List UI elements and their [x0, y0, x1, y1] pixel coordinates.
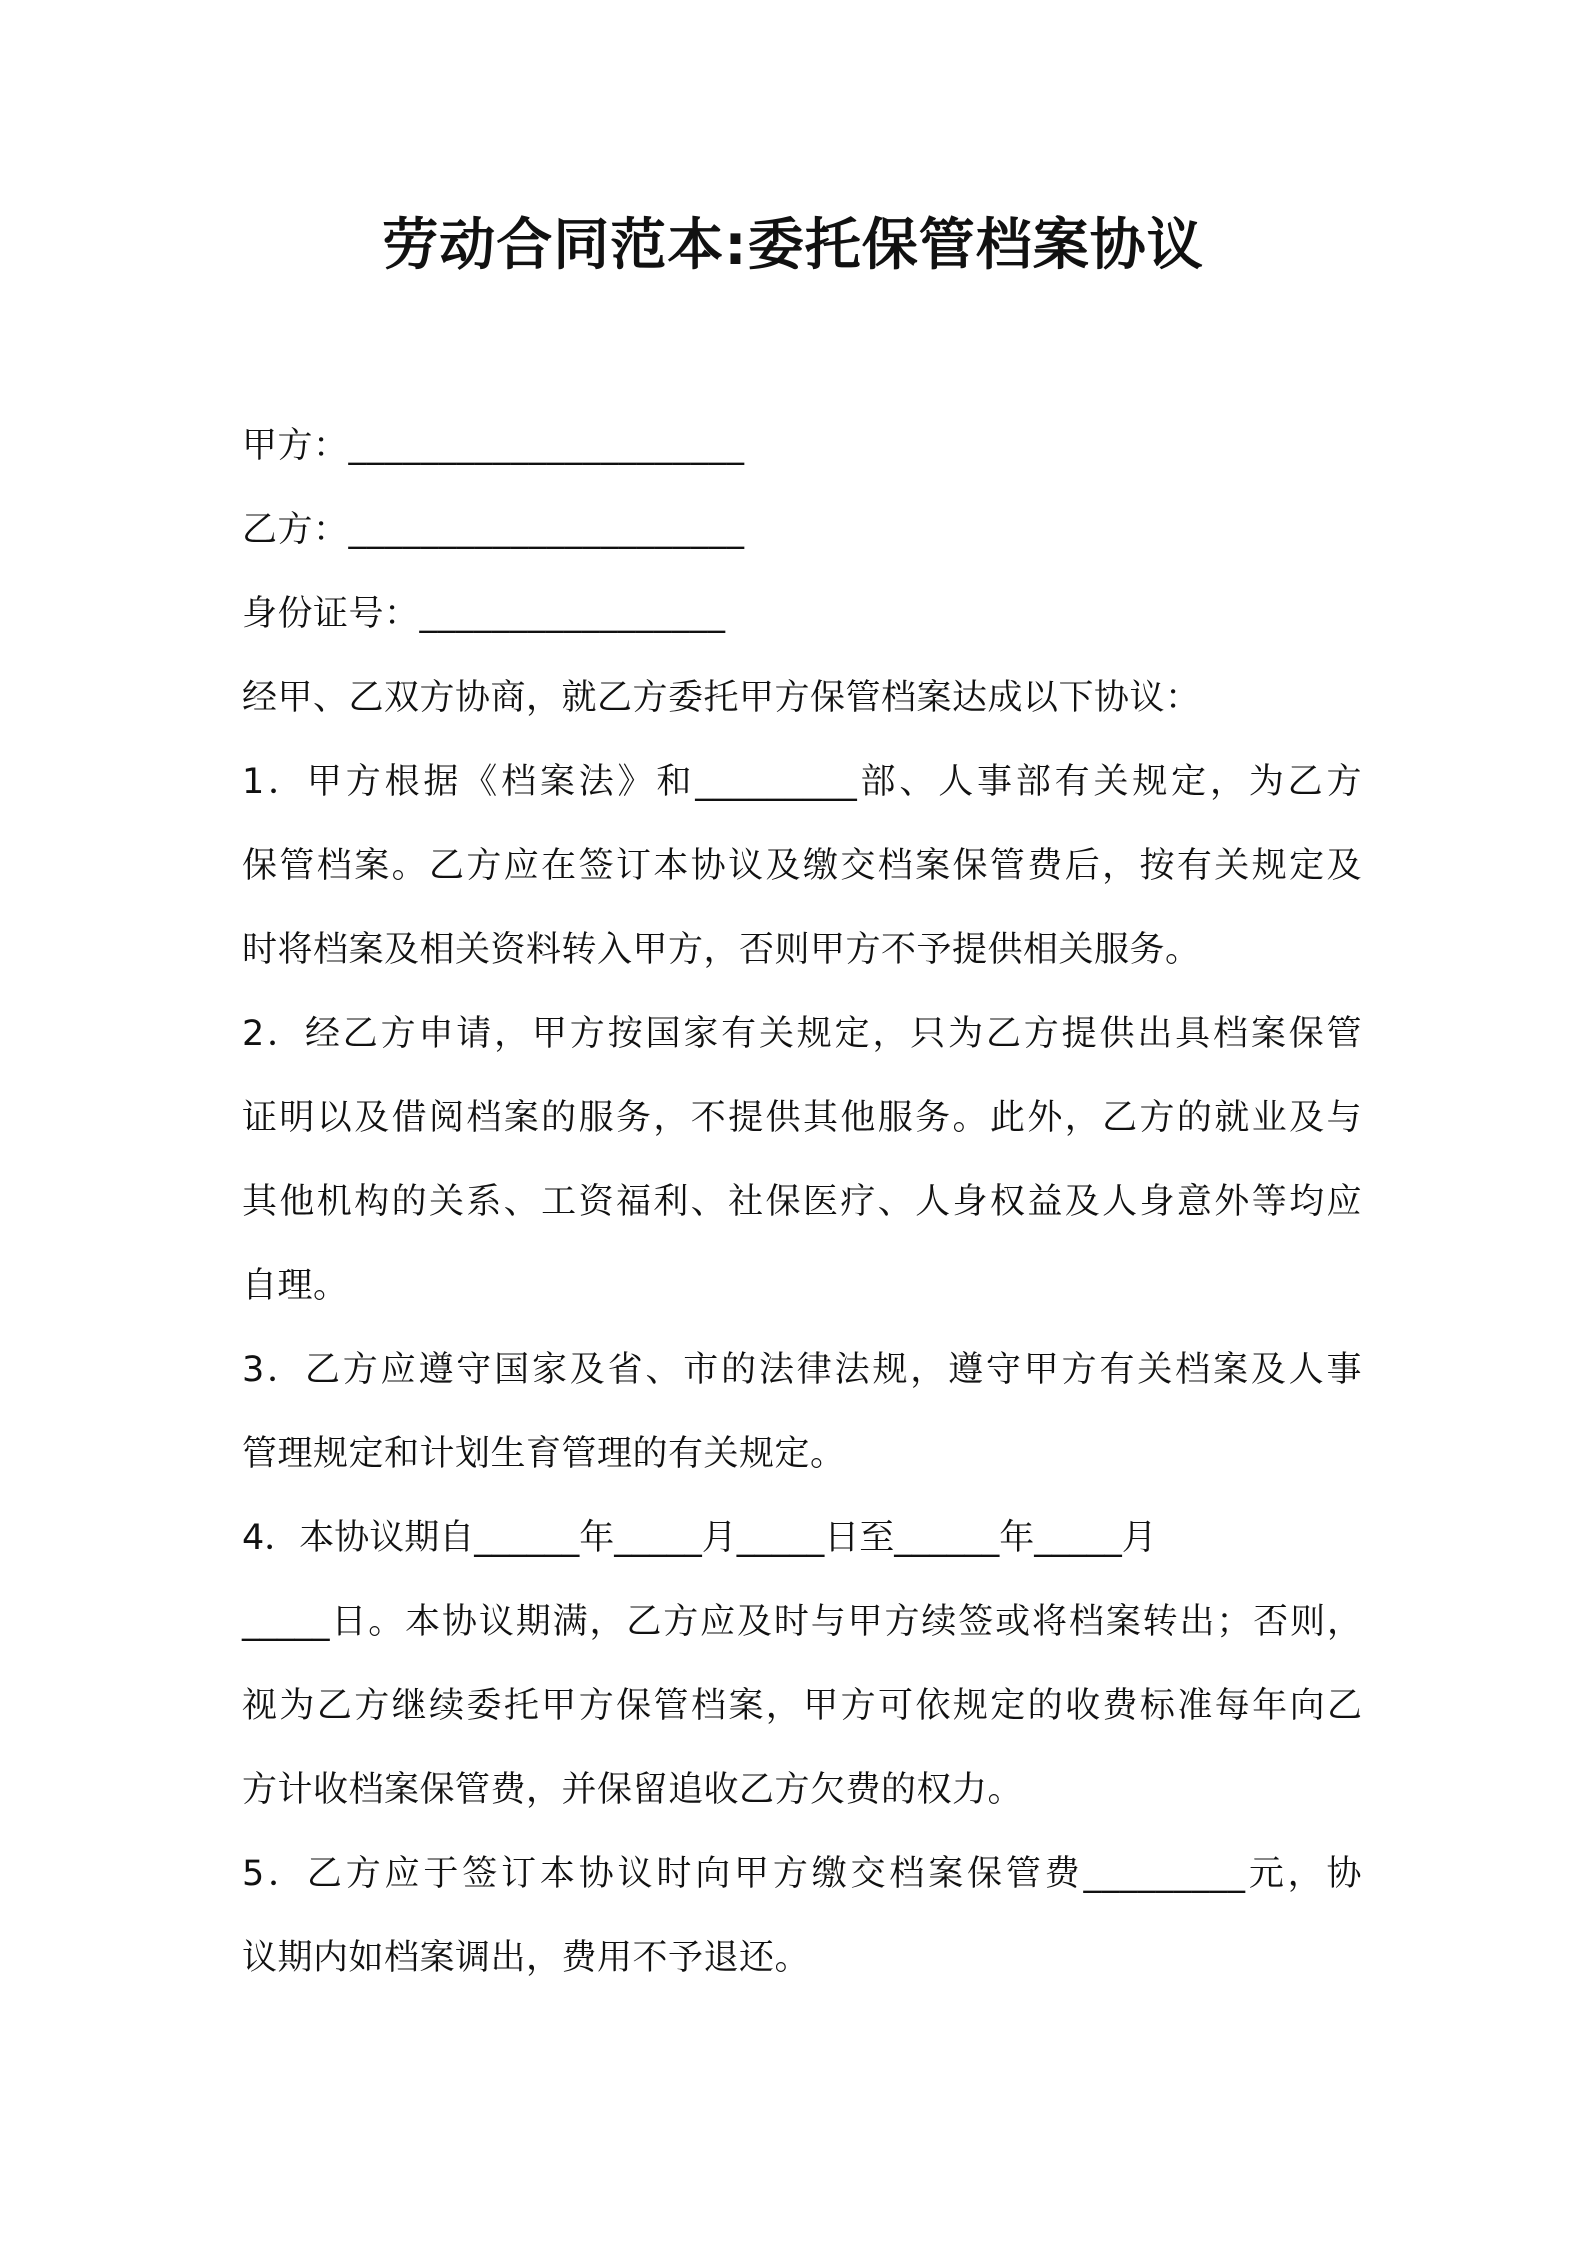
clause-4-line-1: 4．本协议期自______年_____月_____日至______年_____月 — [242, 1518, 1157, 1558]
id-number-line: 身份证号：_________________ — [242, 594, 726, 634]
clause-4-line-2: _____日。本协议期满，乙方应及时与甲方续签或将档案转出；否则， — [242, 1602, 1362, 1642]
clause-2-line-2: 证明以及借阅档案的服务，不提供其他服务。此外，乙方的就业及与 — [242, 1098, 1362, 1138]
clause-4-line-3: 视为乙方继续委托甲方保管档案，甲方可依规定的收费标准每年向乙 — [242, 1686, 1362, 1726]
document-body — [242, 404, 1362, 2000]
clause-2-line-3: 其他机构的关系、工资福利、社保医疗、人身权益及人身意外等均应 — [242, 1182, 1362, 1222]
clause-4-line-4: 方计收档案保管费，并保留追收乙方欠费的权力。 — [242, 1770, 1024, 1810]
clause-1-line-1: 1．甲方根据《档案法》和_________部、人事部有关规定，为乙方 — [242, 762, 1362, 802]
clause-5-line-1: 5．乙方应于签订本协议时向甲方缴交档案保管费_________元，协 — [242, 1854, 1362, 1894]
clause-2-line-1: 2．经乙方申请，甲方按国家有关规定，只为乙方提供出具档案保管 — [242, 1014, 1362, 1054]
clause-1-line-3: 时将档案及相关资料转入甲方，否则甲方不予提供相关服务。 — [242, 930, 1201, 970]
preamble-line: 经甲、乙双方协商，就乙方委托甲方保管档案达成以下协议： — [242, 678, 1201, 718]
clause-5-line-2: 议期内如档案调出，费用不予退还。 — [242, 1938, 811, 1978]
party-b-line: 乙方：______________________ — [242, 510, 745, 550]
document-title: 劳动合同范本:委托保管档案协议 — [382, 213, 1204, 278]
clause-2-line-4: 自理。 — [242, 1266, 349, 1306]
clause-1-line-2: 保管档案。乙方应在签订本协议及缴交档案保管费后，按有关规定及 — [242, 846, 1362, 886]
clause-3-line-1: 3．乙方应遵守国家及省、市的法律法规，遵守甲方有关档案及人事 — [242, 1350, 1362, 1390]
party-a-line: 甲方：______________________ — [242, 426, 745, 466]
clause-3-line-2: 管理规定和计划生育管理的有关规定。 — [242, 1434, 846, 1474]
